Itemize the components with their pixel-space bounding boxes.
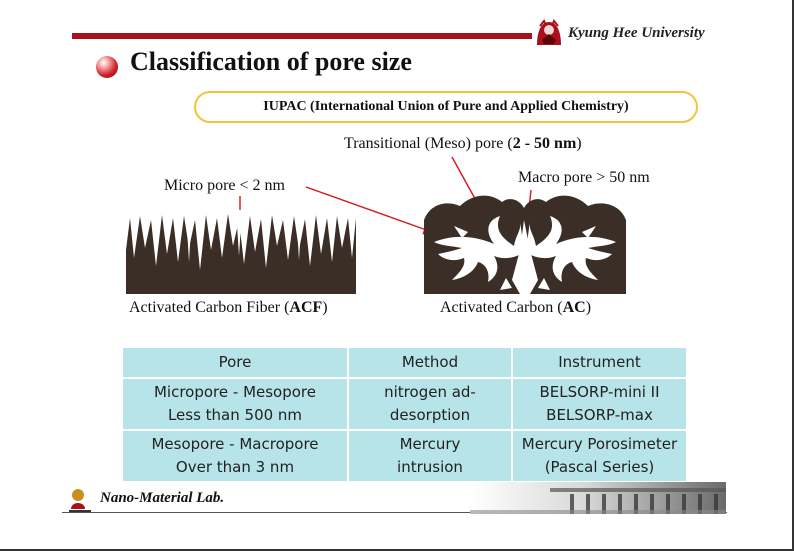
campus-building-image <box>470 482 726 514</box>
acf-caption: Activated Carbon Fiber (ACF) <box>129 299 328 316</box>
table-row <box>123 379 686 429</box>
table-cell: Mercury Porosimeter (Pascal Series) <box>513 431 686 481</box>
table-cell: BELSORP-mini II BELSORP-max <box>513 379 686 429</box>
header-bar <box>72 33 532 39</box>
pore-classification-table <box>121 346 688 483</box>
lab-logo-icon <box>66 487 94 513</box>
macro-pore-label: Macro pore > 50 nm <box>518 169 650 186</box>
table-row <box>123 431 686 481</box>
ac-caption: Activated Carbon (AC) <box>440 299 592 316</box>
iupac-box: IUPAC (International Union of Pure and Applied Chemistry) <box>194 91 698 123</box>
table-cell: nitrogen ad- desorption <box>349 379 511 429</box>
transitional-pore-label: Transitional (Meso) pore (2 - 50 nm) <box>344 135 582 152</box>
title-bullet-icon <box>96 56 118 78</box>
lab-name: Nano-Material Lab. <box>100 490 225 506</box>
table-header-row <box>123 348 686 377</box>
header-instrument: Instrument <box>513 348 686 377</box>
university-name: Kyung Hee University <box>568 25 705 41</box>
micro-pore-label: Micro pore < 2 nm <box>164 177 285 194</box>
table-cell: Mercury intrusion <box>349 431 511 481</box>
university-crest-icon <box>534 18 564 48</box>
activated-carbon-image <box>424 190 626 294</box>
table-cell: Micropore - Mesopore Less than 500 nm <box>123 379 347 429</box>
activated-carbon-fiber-image <box>126 210 356 294</box>
table-cell: Mesopore - Macropore Over than 3 nm <box>123 431 347 481</box>
header-method: Method <box>349 348 511 377</box>
header-pore: Pore <box>123 348 347 377</box>
slide-title: Classification of pore size <box>130 47 412 76</box>
